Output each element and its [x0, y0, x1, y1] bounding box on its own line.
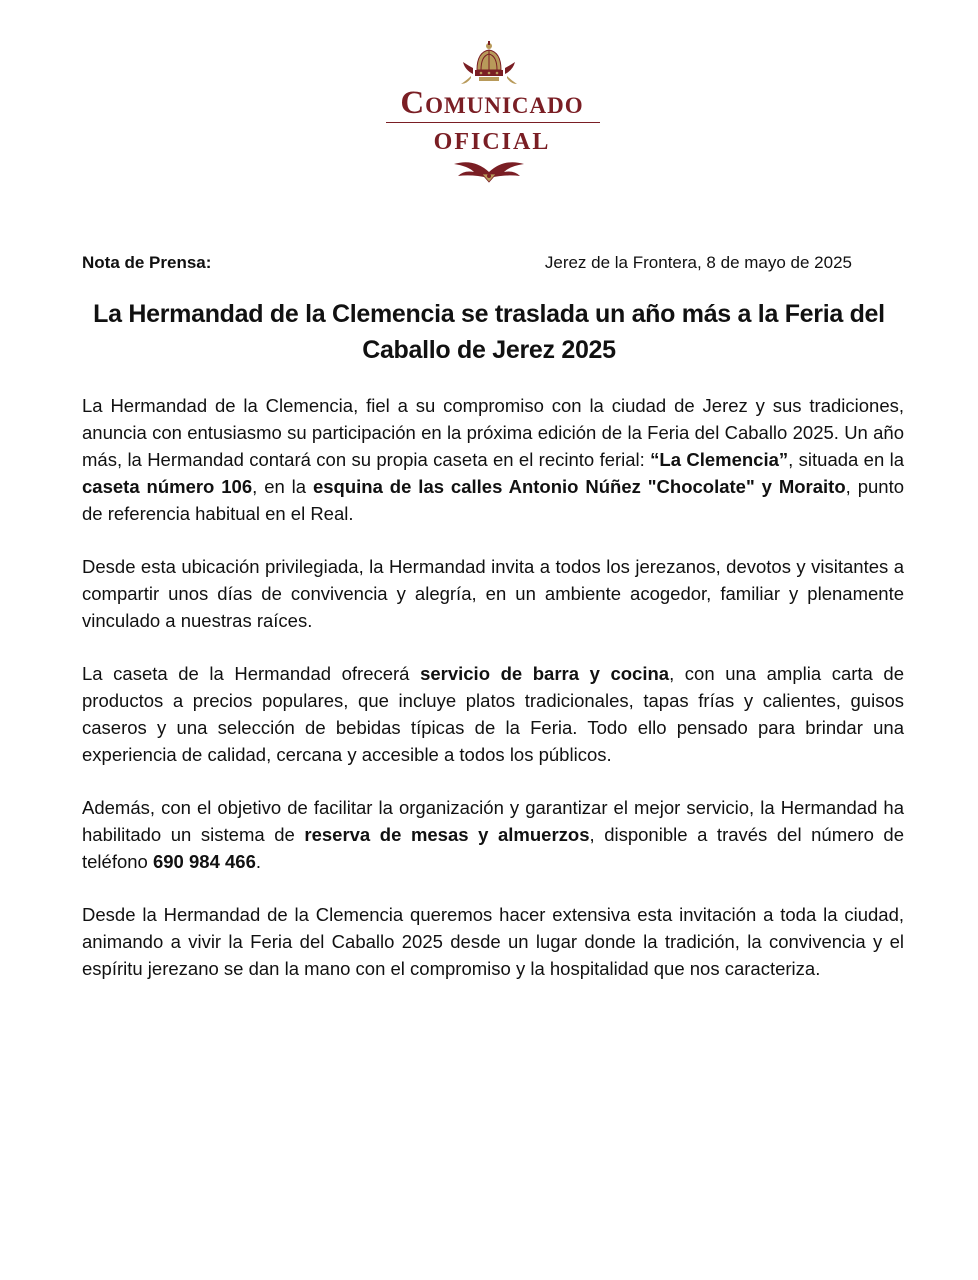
press-note-date: Jerez de la Frontera, 8 de mayo de 2025	[544, 253, 852, 272]
press-note-label: Nota de Prensa:	[82, 253, 212, 272]
paragraph-5: Desde la Hermandad de la Clemencia queremos hacer extensiva esta invitación a toda la ciudad, animando a vivir la Feria del Caballo 2025 desde un lugar donde la tradición, la convivencia y el espíritu jerezano se dan la mano con el compromiso y la hospitalidad que nos caracteriza.	[82, 904, 904, 979]
ornament-flourish-icon	[444, 154, 534, 184]
paragraph-1: La Hermandad de la Clemencia, fiel a su compromiso con la ciudad de Jerez y sus tradiciones, anuncia con entusiasmo su participación en la próxima edición de la Feria del Caballo 2025. Un año más, la Hermandad contará con su propia caseta en el recinto ferial: “La Clemencia”, situada en la caseta número 106, en la esquina de las calles Antonio Núñez "Chocolate" y Moraito, punto de referencia habitual en el Real.	[82, 395, 905, 524]
caseta-number: caseta número 106	[82, 476, 253, 497]
service-highlight: servicio de barra y cocina	[420, 663, 670, 684]
caseta-name: “La Clemencia”	[650, 449, 789, 470]
caseta-location: esquina de las calles Antonio Núñez "Chocolate" y Moraito	[312, 476, 846, 497]
reservation-highlight: reserva de mesas y almuerzos	[304, 824, 590, 845]
paragraph-4: Además, con el objetivo de facilitar la organización y garantizar el mejor servicio, la Hermandad ha habilitado un sistema de reserva de mesas y almuerzos, disponible a través del número de teléfono 690 984 466.	[82, 797, 905, 872]
header-subtitle: OFICIAL	[433, 129, 551, 155]
official-header	[0, 40, 978, 190]
page-title: La Hermandad de la Clemencia se traslada un año más a la Feria del Caballo de Jerez 2025	[93, 300, 885, 364]
paragraph-3: La caseta de la Hermandad ofrecerá servicio de barra y cocina, con una amplia carta de productos a precios populares, que incluye platos tradicionales, tapas frías y calientes, guisos caseros y una selección de bebidas típicas de la Feria. Todo ello pensado para brindar una experiencia de calidad, cercana y accesible a todos los públicos.	[82, 663, 904, 765]
header-title: Comunicado	[400, 85, 584, 121]
phone-number: 690 984 466	[152, 851, 256, 872]
header-divider	[386, 122, 600, 123]
crown-emblem-icon	[459, 40, 519, 88]
paragraph-2: Desde esta ubicación privilegiada, la Hermandad invita a todos los jerezanos, devotos y visitantes a compartir unos días de convivencia y alegría, en un ambiente acogedor, familiar y plenamente vinculado a nuestras raíces.	[82, 556, 904, 631]
article-body	[82, 392, 904, 1008]
